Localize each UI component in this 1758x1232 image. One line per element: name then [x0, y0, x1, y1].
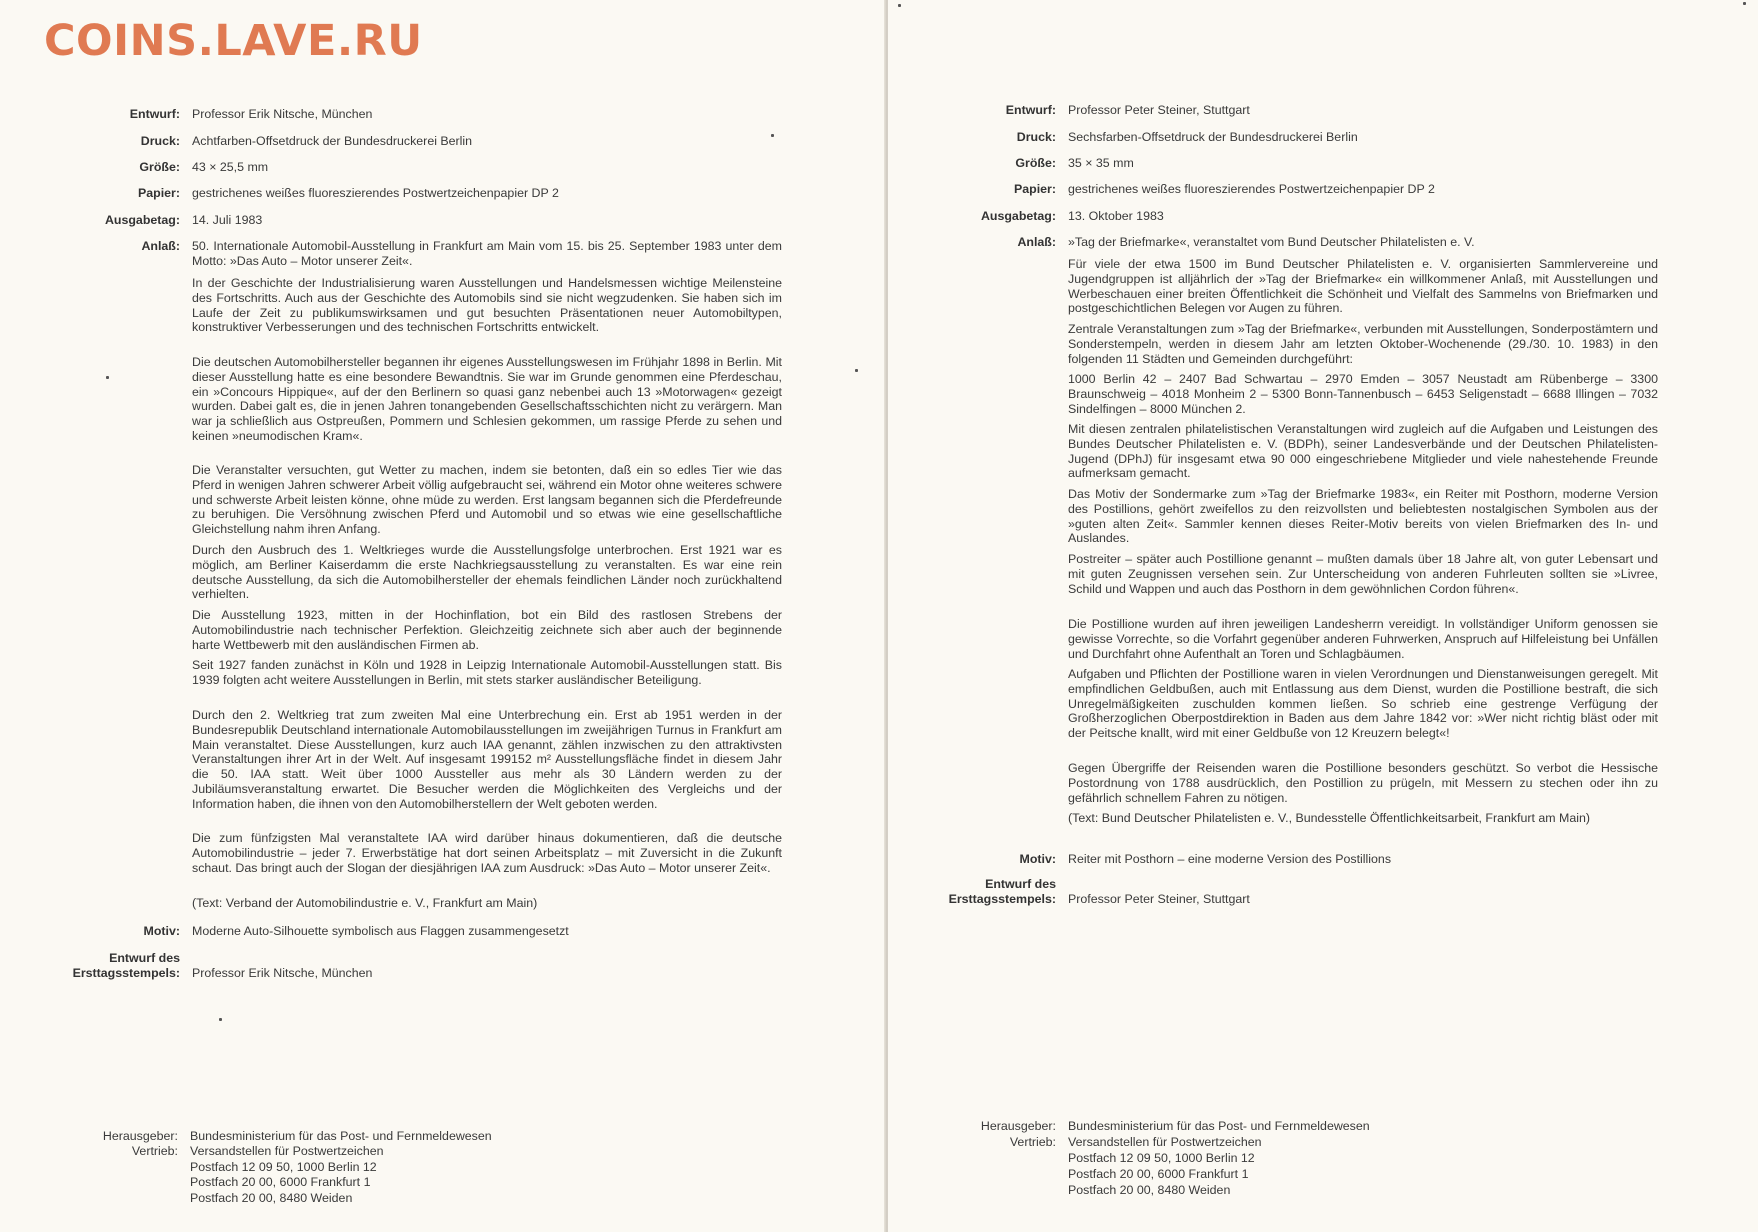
imprint-line: Postfach 12 09 50, 1000 Berlin 12 [190, 1160, 377, 1174]
imprint-line: Versandstellen für Postwertzeichen [1068, 1135, 1262, 1149]
paper-speck [219, 1018, 222, 1021]
papier-value: gestrichenes weißes fluoreszierendes Postwertzeichenpapier DP 2 [192, 186, 559, 200]
right-page [888, 0, 1758, 1232]
stempel-label-line2: Ersttagsstempels: [948, 892, 1056, 906]
paper-speck [898, 4, 901, 7]
imprint-line: Postfach 12 09 50, 1000 Berlin 12 [1068, 1151, 1255, 1165]
paper-speck [1743, 2, 1746, 5]
groesse-value: 43 × 25,5 mm [192, 160, 269, 174]
anlass-paragraph: Das Motiv der Sondermarke zum »Tag der Briefmarke 1983«, ein Reiter mit Posthorn, moderne Version des Postillions, gehört zweifellos zu den reizvollsten und beliebtesten nostalgischen Symbolen aus der »guten alten Zeit«. Sammler kennen dieses Reiter-Motiv bereits von vielen Briefmarken des In- und Auslandes. [1068, 487, 1658, 546]
anlass-paragraph: In der Geschichte der Industrialisierung waren Ausstellungen und Handelsmessen wichtige Meilensteine des Fortschritts. Auch aus der Geschichte des Automobils sind sie nicht wegzudenken. Sie haben sich im Laufe der Zeit zu publikumswirksamen und gut besuchten Präsentationen neuer Automobiltypen, konstruktiver Verbesserungen und des technischen Fortschritts entwickelt. [192, 276, 782, 335]
vertrieb-label: Vertrieb: [1009, 1135, 1056, 1149]
druck-value: Achtfarben-Offsetdruck der Bundesdruckerei Berlin [192, 134, 473, 148]
anlass-paragraph: 50. Internationale Automobil-Ausstellung in Frankfurt am Main vom 15. bis 25. September 1983 unter dem Motto: »Das Auto – Motor unserer Zeit«. [192, 239, 782, 268]
anlass-paragraph: Durch den 2. Weltkrieg trat zum zweiten Mal eine Unterbrechung ein. Erst ab 1951 werden in der Bundesrepublik Deutschland internationale Automobilausstellungen im zweijährigen Turnus in Frankfurt am Main veranstaltet. Diese Ausstellungen, kurz auch IAA genannt, zählen inzwischen zu den attraktivsten Veranstaltungen ihrer Art in der Welt. Auf insgesamt 199152 m² Ausstellungsfläche findet in diesem Jahr die 50. IAA statt. Weit über 1000 Aussteller aus mehr als 30 Ländern werden zu der Jubiläumsveranstaltung erwartet. Die Besucher werden die Möglichkeiten des Vergleichs und der Information haben, die ihnen von den Automobilherstellern der Welt geboten werden. [192, 708, 782, 811]
paper-speck [855, 369, 858, 372]
entwurf-label: Entwurf: [129, 107, 180, 121]
imprint-line: Postfach 20 00, 8480 Weiden [190, 1191, 353, 1205]
druck-label: Druck: [140, 134, 180, 148]
vertrieb-label: Vertrieb: [131, 1144, 178, 1158]
imprint-line: Postfach 20 00, 6000 Frankfurt 1 [190, 1175, 371, 1189]
entwurf-value: Professor Erik Nitsche, München [192, 107, 373, 121]
ausgabetag-label: Ausgabetag: [980, 209, 1056, 223]
imprint-line: Postfach 20 00, 6000 Frankfurt 1 [1068, 1167, 1249, 1181]
anlass-source: (Text: Verband der Automobilindustrie e. V., Frankfurt am Main) [192, 896, 538, 910]
groesse-label: Größe: [139, 160, 180, 174]
stempel-value: Professor Peter Steiner, Stuttgart [1068, 892, 1250, 906]
entwurf-label: Entwurf: [1005, 103, 1056, 117]
paper-speck [771, 134, 774, 137]
anlass-label: Anlaß: [141, 239, 180, 253]
anlass-paragraph: Die Postillione wurden auf ihren jeweiligen Landesherrn vereidigt. In vollständiger Uniform genossen sie gewisse Vorrechte, so die Vorfahrt gegenüber anderen Fuhrwerken, Anspruch auf Hilfeleistung bei Unfällen und Durchfahrt ohne Aufenthalt an Toren und Schlagbäumen. [1068, 617, 1658, 661]
motiv-label: Motiv: [1019, 852, 1056, 866]
entwurf-value: Professor Peter Steiner, Stuttgart [1068, 103, 1250, 117]
ausgabetag-value: 13. Oktober 1983 [1068, 209, 1164, 223]
anlass-paragraph: »Tag der Briefmarke«, veranstaltet vom Bund Deutscher Philatelisten e. V. [1068, 235, 1475, 249]
anlass-source: (Text: Bund Deutscher Philatelisten e. V., Bundesstelle Öffentlichkeitsarbeit, Frankfurt am Main) [1068, 811, 1591, 825]
paper-speck [106, 376, 109, 379]
stempel-label-line1: Entwurf des [109, 951, 180, 965]
motiv-value: Moderne Auto-Silhouette symbolisch aus Flaggen zusammengesetzt [192, 924, 569, 938]
anlass-paragraph: Die Veranstalter versuchten, gut Wetter zu machen, indem sie betonten, daß ein so edles Tier wie das Pferd in wenigen Jahren schwerer Arbeit völlig aufgebraucht sei, während ein Motor ohne weiteres schwere und schwerste Arbeit leisten könne, ohne müde zu werden. Erst langsam begannen sich die Pferdefreunde zu beruhigen. Die Versöhnung zwischen Pferd und Automobil und so etwas wie eine gesellschaftliche Gleichstellung nahm ihren Anfang. [192, 463, 782, 537]
herausgeber-label: Herausgeber: [102, 1129, 178, 1143]
druck-label: Druck: [1016, 130, 1056, 144]
anlass-paragraph: Gegen Übergriffe der Reisenden waren die Postillione besonders geschützt. So verbot die Hessische Postordnung von 1788 ausdrücklich, den Postillion zu prügeln, mit Messern zu stechen oder ihn zu gefährlich schnellem Fahren zu nötigen. [1068, 761, 1658, 805]
stempel-value: Professor Erik Nitsche, München [192, 966, 373, 980]
druck-value: Sechsfarben-Offsetdruck der Bundesdruckerei Berlin [1068, 130, 1358, 144]
anlass-paragraph: Mit diesen zentralen philatelistischen Veranstaltungen wird zugleich auf die Aufgaben und Leistungen des Bundes Deutscher Philatelisten e. V. (BDPh), seiner Landesverbände und der Deutschen Philatelisten-Jugend (DPhJ) für insgesamt etwa 90 000 eingeschriebene Mitglieder und viele nahestehende Freunde aufmerksam gemacht. [1068, 422, 1658, 481]
imprint-line: Bundesministerium für das Post- und Fernmeldewesen [1068, 1119, 1370, 1133]
papier-label: Papier: [137, 186, 180, 200]
watermark: COINS.LAVE.RU [44, 16, 423, 66]
anlass-paragraph: Für viele der etwa 1500 im Bund Deutscher Philatelisten e. V. organisierten Sammlervereine und Jugendgruppen ist alljährlich der »Tag der Briefmarke« ein willkommener Anlaß, mit Ausstellungen und Werbeschauen einer breiten Öffentlichkeit die Schönheit und Vielfalt des Sammelns von Briefmarken und postgeschichtlichen Belegen vor Augen zu führen. [1068, 257, 1658, 316]
herausgeber-label: Herausgeber: [980, 1119, 1056, 1133]
motiv-label: Motiv: [143, 924, 180, 938]
anlass-paragraph: Seit 1927 fanden zunächst in Köln und 1928 in Leipzig Internationale Automobil-Ausstellungen statt. Bis 1939 folgten acht weitere Ausstellungen in Berlin, mit stets starker ausländischer Beteiligung. [192, 658, 782, 687]
anlass-paragraph: Zentrale Veranstaltungen zum »Tag der Briefmarke«, verbunden mit Ausstellungen, Sonderpostämtern und Sonderstempeln, werden in diesem Jahr am letzten Oktober-Wochenende (29./30. 10. 1983) in den folgenden 11 Städten und Gemeinden durchgeführt: [1068, 322, 1658, 366]
anlass-paragraph: Aufgaben und Pflichten der Postillione waren in vielen Verordnungen und Dienstanweisungen geregelt. Mit empfindlichen Geldbußen, auch mit Entlassung aus dem Dienst, wurden die Postillione bestraft, die sich Unregelmäßigkeiten zuschulden kommen ließen. So schrieb eine gestrenge Verfügung der Großherzoglichen Oberpostdirektion in Baden aus dem Jahre 1842 vor: »Wer nicht richtig bläst oder mit der Peitsche knallt, wird mit einer Geldbuße von 12 Kreuzern belegt«! [1068, 667, 1658, 741]
ausgabetag-label: Ausgabetag: [104, 213, 180, 227]
motiv-value: Reiter mit Posthorn – eine moderne Version des Postillions [1068, 852, 1392, 866]
anlass-label: Anlaß: [1017, 235, 1056, 249]
groesse-label: Größe: [1015, 156, 1056, 170]
imprint-line: Postfach 20 00, 8480 Weiden [1068, 1183, 1231, 1197]
imprint-line: Versandstellen für Postwertzeichen [190, 1144, 384, 1158]
ausgabetag-value: 14. Juli 1983 [192, 213, 263, 227]
stempel-label-line1: Entwurf des [985, 877, 1056, 891]
stempel-label-line2: Ersttagsstempels: [72, 966, 180, 980]
anlass-paragraph: Die Ausstellung 1923, mitten in der Hochinflation, bot ein Bild des rastlosen Strebens der Automobilindustrie nach technischer Perfektion. Gleichzeitig zeichnete sich aber auch der beginnende harte Wettbewerb mit den ausländischen Firmen ab. [192, 608, 782, 652]
imprint-line: Bundesministerium für das Post- und Fernmeldewesen [190, 1129, 492, 1143]
anlass-paragraph: Die zum fünfzigsten Mal veranstaltete IAA wird darüber hinaus dokumentieren, daß die deutsche Automobilindustrie – jeder 7. Erwerbstätige hat dort seinen Arbeitsplatz – mit Zuversicht in die Zukunft schaut. Das bringt auch der Slogan der diesjährigen IAA zum Ausdruck: »Das Auto – Motor unserer Zeit«. [192, 831, 782, 875]
anlass-paragraph: Die deutschen Automobilhersteller begannen ihr eigenes Ausstellungswesen im Frühjahr 1898 in Berlin. Mit dieser Ausstellung hatte es eine besondere Bewandtnis. Sie war im Grunde genommen eine Pferdeschau, ein »Concours Hippique«, auf der den Berlinern so quasi ganz nebenbei auch 13 »Motorwagen« gezeigt wurden. Dabei galt es, die in jenen Jahren tonangebenden Gesellschaftsschichten nicht zu verärgern. Man war ja schließlich aus Ostpreußen, Pommern und Schlesien gekommen, um rassige Pferde zu sehen und keinen »neumodischen Kram«. [192, 355, 782, 443]
papier-value: gestrichenes weißes fluoreszierendes Postwertzeichenpapier DP 2 [1068, 182, 1435, 196]
anlass-paragraph: Postreiter – später auch Postillione genannt – mußten damals über 18 Jahre alt, von guter Lebensart und mit guten Zeugnissen versehen sein. Zur Unterscheidung von anderen Fuhrleuten sollten sie »Livree, Schild und Wappen und auch das Posthorn in dem gewöhnlichen Cordon führen«. [1068, 552, 1658, 596]
papier-label: Papier: [1013, 182, 1056, 196]
anlass-paragraph: Durch den Ausbruch des 1. Weltkrieges wurde die Ausstellungsfolge unterbrochen. Erst 1921 war es möglich, am Berliner Kaiserdamm die erste Nachkriegsausstellung zu veranstalten. Es war eine rein deutsche Ausstellung, da sich die Automobilhersteller der ehemals feindlichen Länder noch zurückhaltend verhielten. [192, 543, 782, 602]
city-list: 1000 Berlin 42 – 2407 Bad Schwartau – 2970 Emden – 3057 Neustadt am Rübenberge – 3300 Braunschweig – 4018 Monheim 2 – 5300 Bonn-Tannenbusch – 6453 Seligenstadt – 6688 Illingen – 7032 Sindelfingen – 8000 München 2. [1068, 372, 1658, 416]
groesse-value: 35 × 35 mm [1068, 156, 1134, 170]
